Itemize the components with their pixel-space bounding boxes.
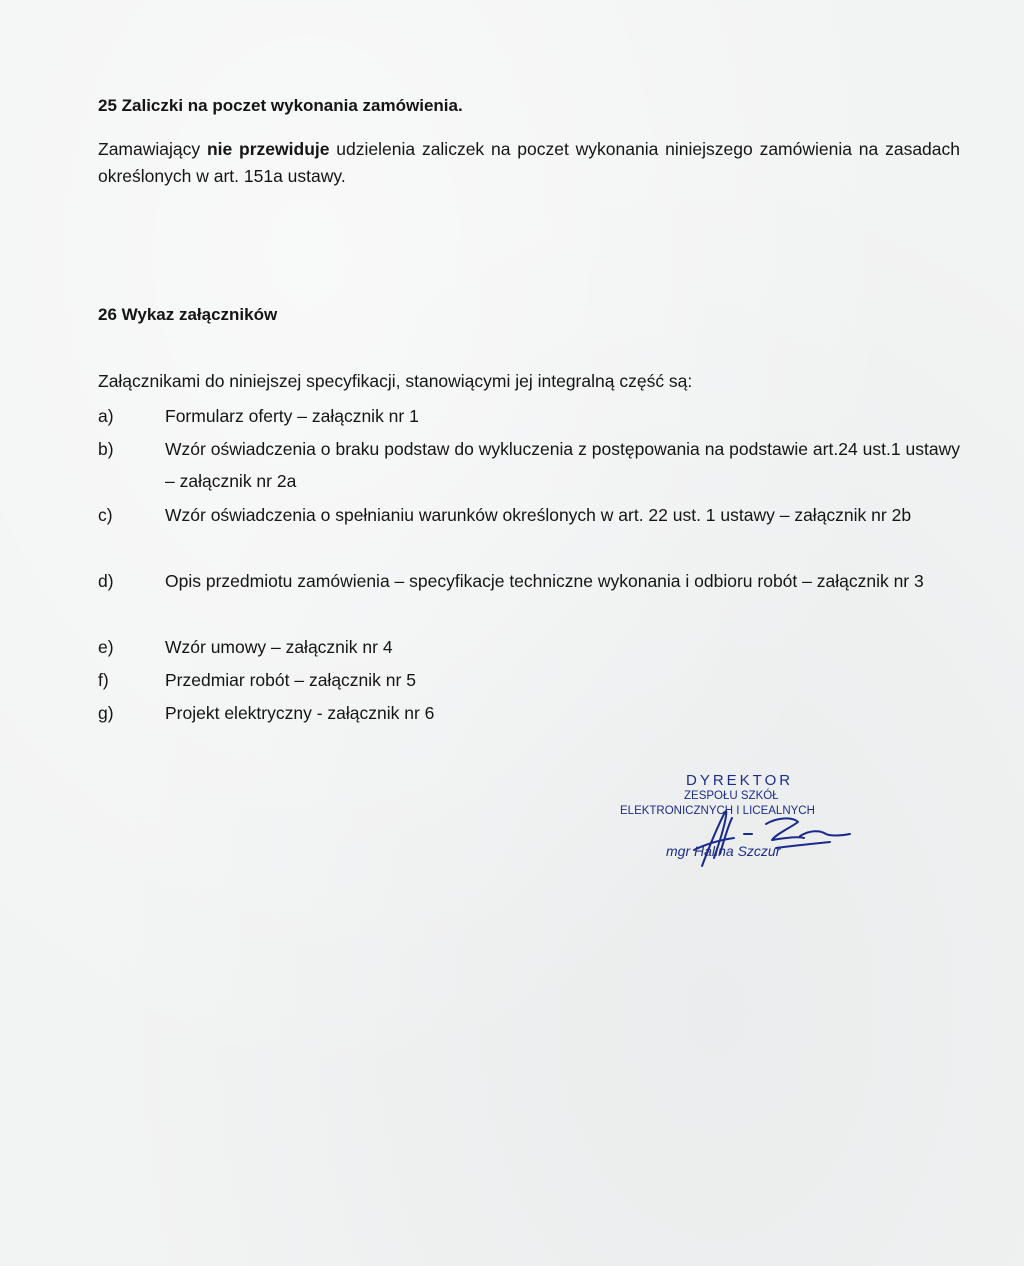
section-25-body: [98, 136, 960, 190]
list-item-letter: d): [98, 571, 114, 591]
list-item-letter: c): [98, 505, 113, 525]
section-26-intro: Załącznikami do niniejszej specyfikacji, stanowiącymi jej integralną część są:: [98, 371, 693, 391]
stamp-name: mgr Halina Szczur: [666, 843, 781, 859]
list-item-letter: b): [98, 439, 114, 459]
list-item-text: Wzór oświadczenia o spełnianiu warunków określonych w art. 22 ust. 1 ustawy – załącznik nr 2b: [165, 505, 912, 525]
section-25-title: 25 Zaliczki na poczet wykonania zamówienia.: [98, 96, 463, 115]
section-25-body-end: udzielenia zaliczek na poczet wykonania niniejszego zamówienia na zasadach określonych w art. 151a ustawy.: [98, 139, 960, 186]
list-item-text: Przedmiar robót – załącznik nr 5: [165, 670, 416, 690]
handwritten-signature: [680, 800, 870, 870]
list-item-text: Projekt elektryczny - załącznik nr 6: [165, 703, 435, 723]
list-item-letter: g): [98, 703, 114, 723]
stamp-title: DYREKTOR: [686, 772, 794, 789]
list-item-text: Wzór oświadczenia o braku podstaw do wykluczenia z postępowania na podstawie art.24 ust.1 ustawy – załącznik nr 2a: [165, 439, 960, 491]
section-25-body-start: Zamawiający: [98, 139, 207, 159]
list-item-letter: a): [98, 406, 114, 426]
list-item-letter: f): [98, 670, 109, 690]
stamp-school-type: ELEKTRONICZNYCH I LICEALNYCH: [620, 805, 815, 817]
list-item-text: Wzór umowy – załącznik nr 4: [165, 637, 393, 657]
stamp-school: ZESPOŁU SZKÓŁ: [684, 790, 779, 802]
section-25-body-bold: nie przewiduje: [206, 139, 330, 159]
list-item-text: Opis przedmiotu zamówienia – specyfikacje techniczne wykonania i odbioru robót – załącznik nr 3: [165, 571, 924, 591]
list-item-text: Formularz oferty – załącznik nr 1: [165, 406, 419, 426]
list-item-letter: e): [98, 637, 114, 657]
section-26-title: 26 Wykaz załączników: [98, 305, 278, 324]
